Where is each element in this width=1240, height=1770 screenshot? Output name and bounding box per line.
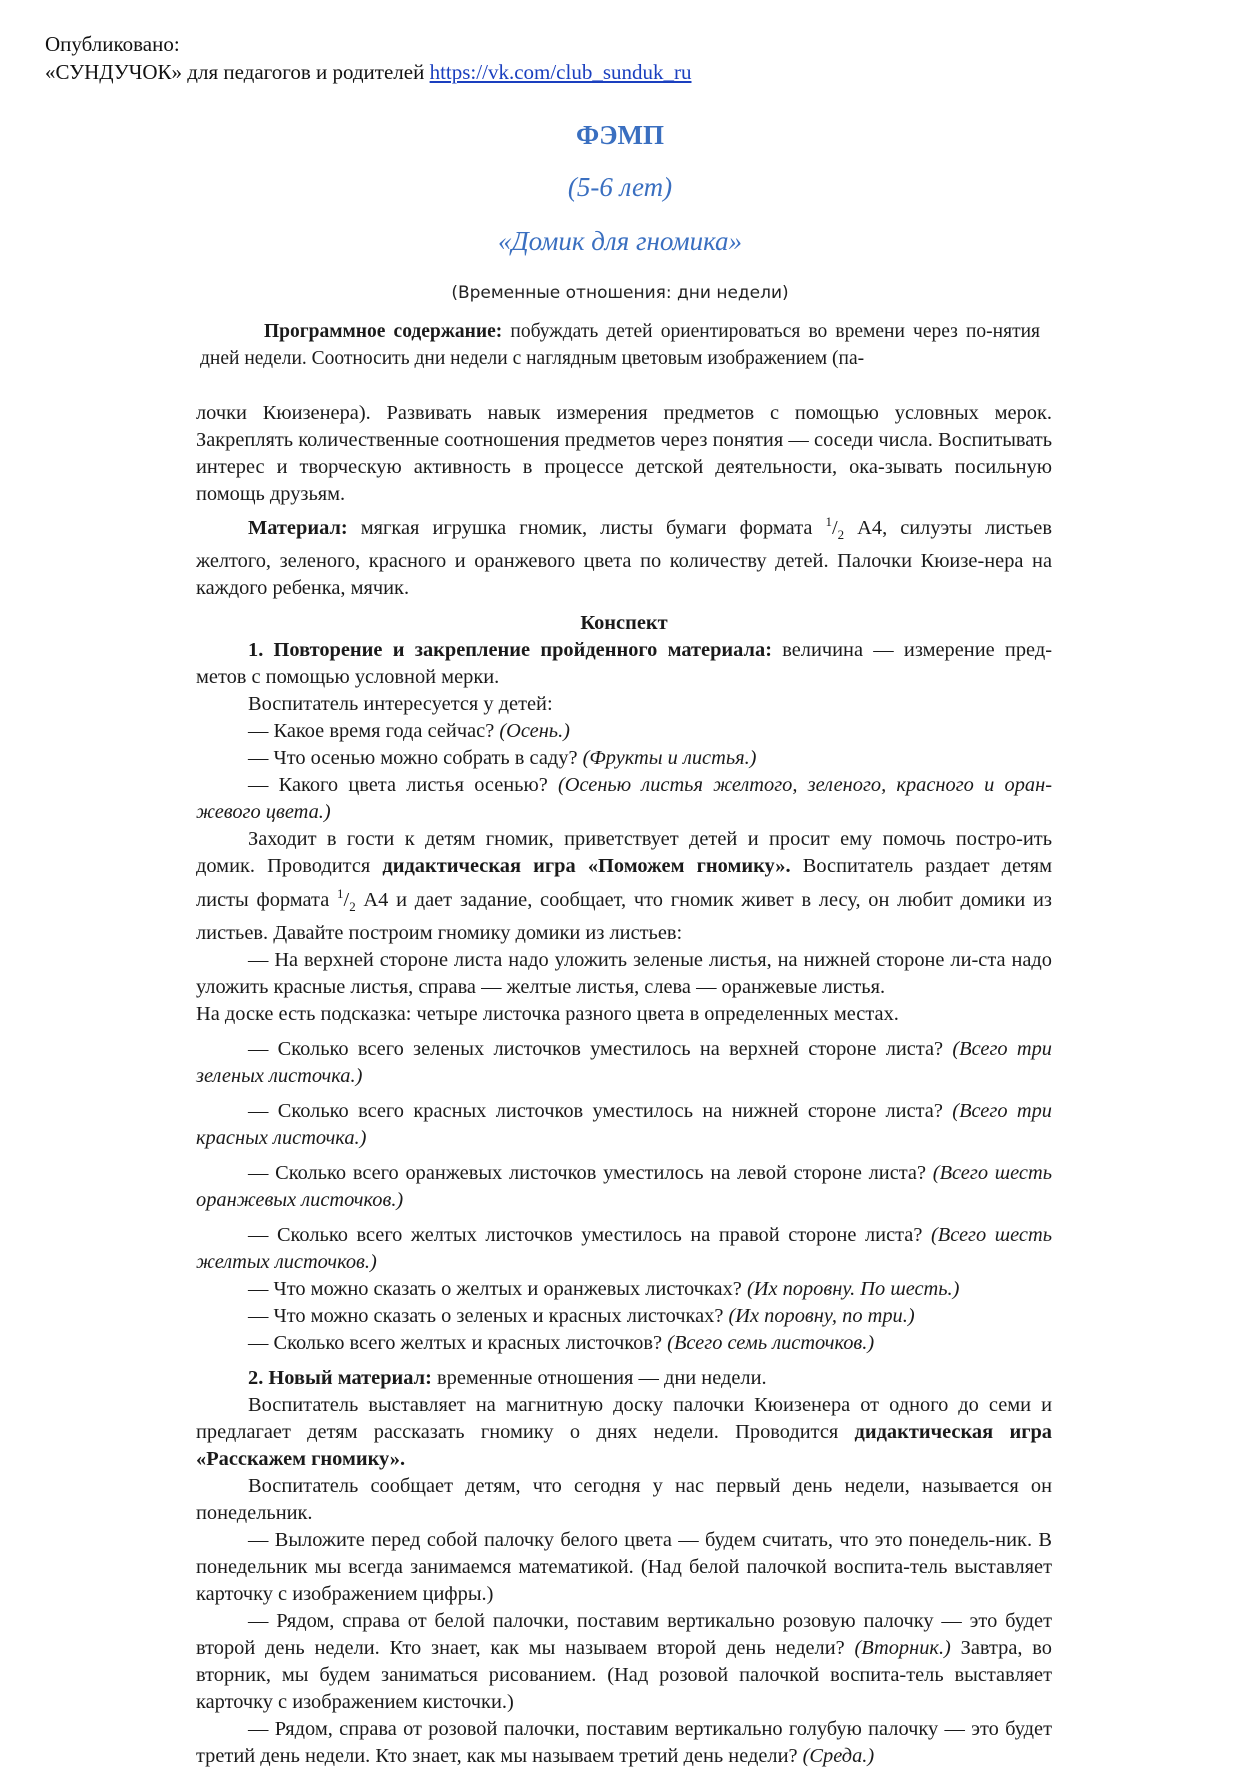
- material-label: Материал:: [248, 516, 348, 539]
- question-1: [196, 718, 1052, 745]
- program-paragraph: [200, 318, 1040, 372]
- doc-age: (5-6 лет): [567, 172, 673, 202]
- question-7: [196, 1222, 1052, 1276]
- question-8: [196, 1276, 1052, 1303]
- fraction-half: $^1/_2$: [825, 514, 845, 542]
- pink-stick-paragraph: [196, 1608, 1052, 1716]
- konspekt-heading: Конспект: [580, 611, 668, 634]
- material-text-b: А4, силуэты листьев желтого, зеленого, красного и оранжевого цвета по количеству детей. Палочки Кюизе-нера на каждого ребенка, мячик.: [196, 516, 1052, 599]
- main-text: [196, 400, 1052, 1770]
- section-1-text: величина — измерение пред-метов с помощью условной мерки.: [196, 638, 1052, 688]
- question-6: [196, 1160, 1052, 1214]
- answer-text: (Всего три красных листочка.): [196, 1099, 1052, 1149]
- answer-text: (Всего три зеленых листочка.): [196, 1037, 1052, 1087]
- game-1-name: дидактическая игра «Поможем гномику».: [382, 854, 791, 877]
- pink-text-b: Завтра, во вторник, мы будем заниматься рисованием. (Над розовой палочкой воспита-тель выставляет карточку с изображением кисточки.): [196, 1636, 1052, 1713]
- question-text: — Сколько всего желтых и красных листочков?: [248, 1331, 668, 1354]
- doc-title: ФЭМП: [576, 120, 664, 150]
- board-text: Воспитатель выставляет на магнитную доску палочки Кюизенера от одного до семи и предлагает детям рассказать гномику о днях недели. Проводится: [196, 1393, 1052, 1443]
- instruction-1: — На верхней стороне листа надо уложить зеленые листья, на нижней стороне ли-ста надо уложить красные листья, справа — желтые листья, слева — оранжевые листья.: [196, 948, 1052, 998]
- publisher-link[interactable]: https://vk.com/club_sunduk_ru: [429, 60, 692, 84]
- question-text: — Что можно сказать о зеленых и красных листочках?: [248, 1304, 729, 1327]
- question-text: — Какого цвета листья осенью?: [248, 773, 558, 796]
- material-paragraph: [196, 508, 1052, 602]
- question-text: — Сколько всего желтых листочков уместилось на правой стороне листа?: [248, 1223, 931, 1246]
- gnome-text-b: Воспитатель раздает детям листы формата: [196, 854, 1052, 911]
- fraction-num: 1: [337, 885, 344, 901]
- material-text-a: мягкая игрушка гномик, листы бумаги формата: [347, 516, 826, 539]
- answer-text: (Осень.): [499, 719, 570, 742]
- answer-text: (Всего шесть оранжевых листочков.): [196, 1161, 1052, 1211]
- fraction-num: 1: [825, 514, 832, 529]
- doc-subtitle: (Временные отношения: дни недели): [451, 283, 789, 303]
- question-text: — Сколько всего зеленых листочков уместилось на верхней стороне листа?: [248, 1037, 953, 1060]
- section-2: [196, 1365, 1052, 1392]
- question-9: [196, 1303, 1052, 1330]
- section-1-label: 1. Повторение и закрепление пройденного материала:: [248, 638, 772, 661]
- section-2-label: 2. Новый материал:: [248, 1366, 432, 1389]
- answer-text: (Всего шесть желтых листочков.): [196, 1223, 1052, 1273]
- publisher-block: [45, 30, 692, 86]
- doc-topic: «Домик для гномика»: [497, 226, 743, 256]
- question-3: [196, 772, 1052, 826]
- gnome-text-a: Заходит в гости к детям гномик, приветствует детей и просит ему помочь постро-ить домик. Проводится: [196, 827, 1052, 877]
- answer-text: (Осенью листья желтого, зеленого, красного и оран-жевого цвета.): [196, 773, 1052, 823]
- question-2: [196, 745, 1052, 772]
- board-paragraph: [196, 1392, 1052, 1473]
- program-label: Программное содержание:: [264, 321, 503, 342]
- fraction-half: $^1/_2$: [337, 885, 356, 914]
- publisher-name: «СУНДУЧОК» для педагогов и родителей: [45, 60, 425, 84]
- question-text: — Сколько всего красных листочков уместилось на нижней стороне листа?: [248, 1099, 953, 1122]
- question-5: [196, 1098, 1052, 1152]
- publisher-line-2: [45, 58, 692, 86]
- answer-text: (Их поровну, по три.): [728, 1304, 915, 1327]
- fraction-den: 2: [837, 526, 845, 542]
- question-4: [196, 1036, 1052, 1090]
- game-2-name: дидактическая игра «Расскажем гномику».: [196, 1420, 1052, 1470]
- instruction-2: На доске есть подсказка: четыре листочка разного цвета в определенных местах.: [196, 1002, 899, 1025]
- gnome-text-c: А4 и дает задание, сообщает, что гномик живет в лесу, он любит домики из листьев. Давайте построим гномику домики из листьев:: [196, 888, 1052, 944]
- question-text: — Сколько всего оранжевых листочков уместилось на левой стороне листа?: [248, 1161, 933, 1184]
- fraction-den: 2: [349, 898, 356, 914]
- program-intro: [200, 318, 1040, 372]
- answer-text: (Всего семь листочков.): [667, 1331, 875, 1354]
- question-text: — Какое время года сейчас?: [248, 719, 500, 742]
- answer-text: (Вторник.): [854, 1636, 951, 1659]
- program-continuation: лочки Кюизенера). Развивать навык измерения предметов с помощью условных мерок. Закреплять количественные соотношения предметов через понятия — соседи числа. Воспитывать интерес и творческую активность в процессе детской деятельности, ока-зывать посильную помощь друзьям.: [196, 402, 1052, 505]
- question-text: — Что осенью можно собрать в саду?: [248, 746, 583, 769]
- pink-text-a: — Рядом, справа от белой палочки, поставим вертикально розовую палочку — это будет второй день недели. Кто знает, как мы называем второй день недели?: [196, 1609, 1052, 1659]
- program-text-1: побуждать детей ориентироваться во времени через по-нятия дней недели. Соотносить дни недели с наглядным цветовым изображением (па-: [200, 321, 1041, 369]
- white-stick-paragraph: — Выложите перед собой палочку белого цвета — будем считать, что это понедель-ник. В понедельник мы всегда занимаемся математикой. (Над белой палочкой воспита-тель выставляет карточку с изображением цифры.): [196, 1528, 1052, 1605]
- question-10: [196, 1330, 1052, 1357]
- teacher-intro: Воспитатель интересуется у детей:: [248, 692, 553, 715]
- answer-text: (Их поровну. По шесть.): [746, 1277, 960, 1300]
- section-1: [196, 637, 1052, 691]
- section-2-text: временные отношения — дни недели.: [431, 1366, 767, 1389]
- gnome-paragraph: [196, 826, 1052, 947]
- answer-text: (Среда.): [802, 1744, 875, 1767]
- answer-text: (Фрукты и листья.): [582, 746, 757, 769]
- blue-text-a: — Рядом, справа от розовой палочки, поставим вертикально голубую палочку — это будет третий день недели. Кто знает, как мы называем третий день недели?: [196, 1717, 1052, 1767]
- publisher-line-1: Опубликовано:: [45, 32, 180, 56]
- question-text: — Что можно сказать о желтых и оранжевых листочках?: [248, 1277, 747, 1300]
- monday-paragraph: Воспитатель сообщает детям, что сегодня у нас первый день недели, называется он понедельник.: [196, 1474, 1052, 1524]
- blue-stick-paragraph: [196, 1716, 1052, 1770]
